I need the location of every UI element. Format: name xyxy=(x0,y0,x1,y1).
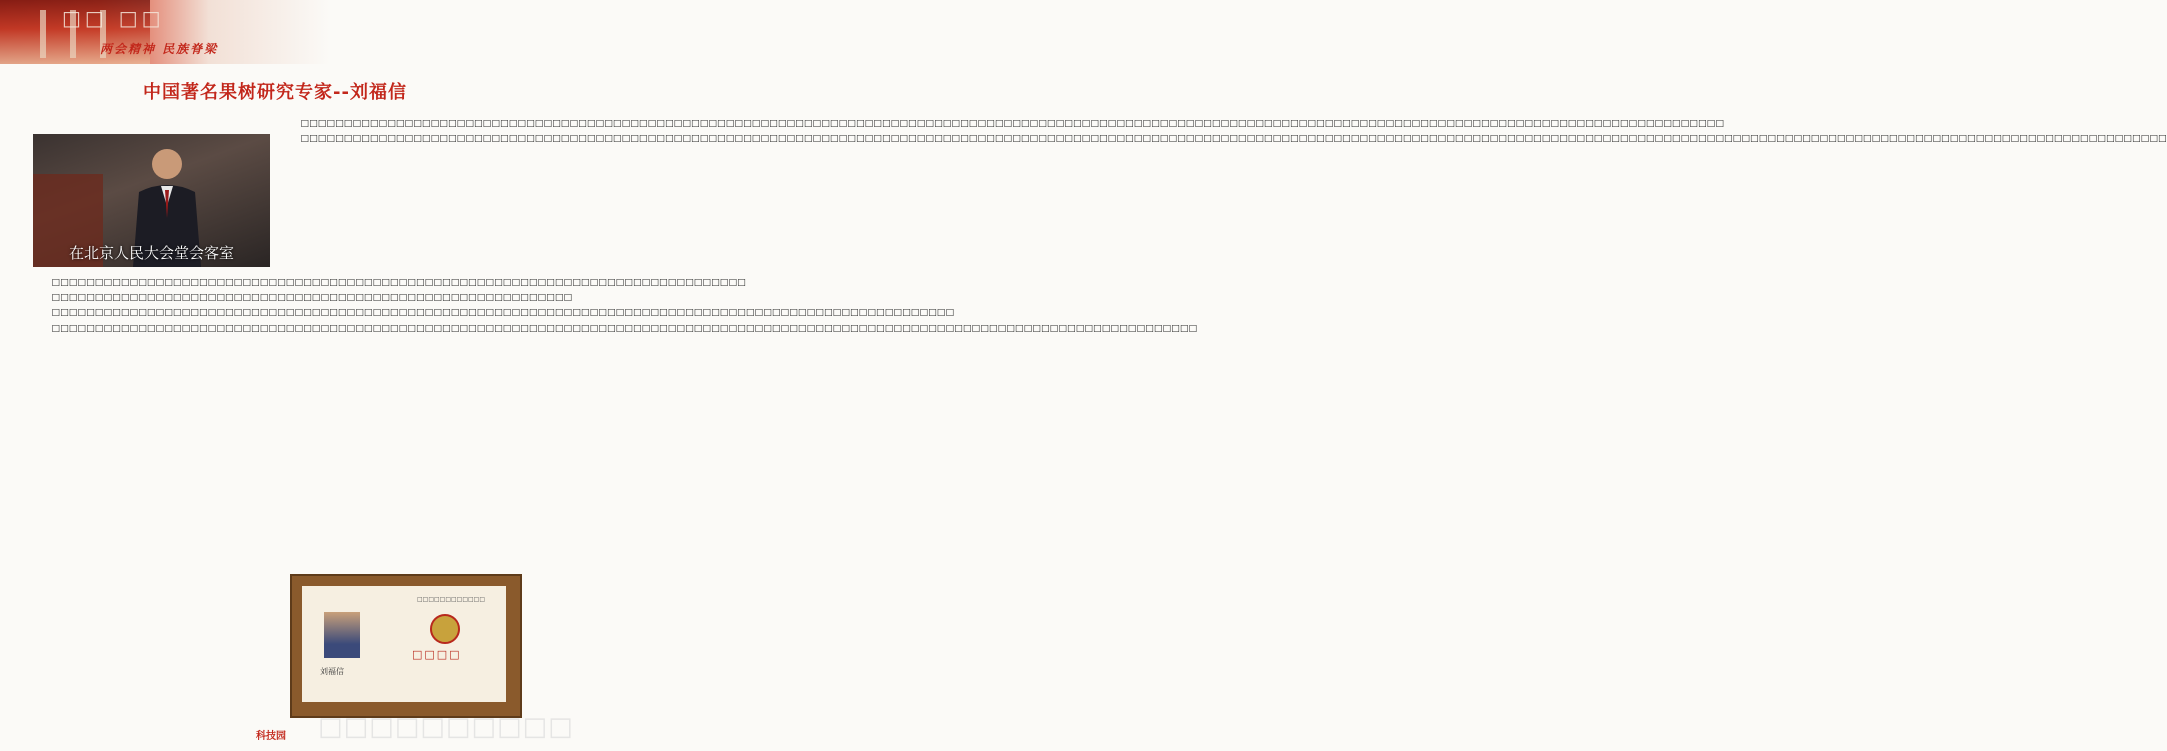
portrait-image xyxy=(324,612,360,658)
certificate-title: □□□□ xyxy=(412,648,462,661)
paragraph: □□□□□□□□□□□□□□□□□□□□□□□□□□□□□□□□□□□□□□□□□□□□□□□□□□□□□□□□□□□□□□□□□□□□□□□□□□□□□□□□ xyxy=(51,277,746,288)
certificate-name: 刘福信 xyxy=(320,667,344,676)
pillar-decoration xyxy=(40,10,46,58)
footer-label: 科技园 xyxy=(256,731,286,742)
certificate-panel xyxy=(302,586,506,702)
photo-caption: 在北京人民大会堂会客室 xyxy=(68,244,234,262)
paragraph: □□□□□□□□□□□□□□□□□□□□□□□□□□□□□□□□□□□□□□□□□□□□□□□□□□□□□□□□□□□□ xyxy=(51,292,573,304)
slogan: 两会精神 民族脊梁 xyxy=(100,42,219,56)
header-banner xyxy=(0,0,550,64)
article-title: 中国著名果树研究专家--刘福信 xyxy=(143,82,407,103)
right-column xyxy=(282,116,2167,146)
certificate-image xyxy=(290,574,522,718)
left-column xyxy=(33,275,1198,336)
paragraph: □□□□□□□□□□□□□□□□□□□□□□□□□□□□□□□□□□□□□□□□□□□□□□□□□□□□□□□□□□□□□□□□□□□□□□□□□□□□□□□□□□□□□□□□□□□□□□□□□□□□□□□□□□□□□□□□□□□□□□□□□□□□□□□□□□□□□□□□□□□□□□□□□□□□□□□□□□□□□□□□□□□□ xyxy=(300,118,1725,129)
article-photo xyxy=(33,134,270,267)
paragraph: □□□□□□□□□□□□□□□□□□□□□□□□□□□□□□□□□□□□□□□□□□□□□□□□□□□□□□□□□□□□□□□□□□□□□□□□□□□□□□□□□□□□□□□□□□□□□□□□□□□□□□□□□□□□□□□□□□□□□□□□□□□□□□□□□□□□□□□□□□□□□□□□□□□□□□□□□□□□□□□□□□□□□□□□□□□□□□□□□□□□□□□□□□□□□□□□□□□□□□□□□□□□□□□□□□□□□□□ xyxy=(300,133,2167,145)
paragraph: □□□□□□□□□□□□□□□□□□□□□□□□□□□□□□□□□□□□□□□□□□□□□□□□□□□□□□□□□□□□□□□□□□□□□□□□□□□□□□□□□□□□□□□□□□□□□□□□□□□□□□□□□□□□□□□□□□□□□□□□□□□□□□□□□□□□ xyxy=(51,322,1198,334)
paragraph: □□□□□□□□□□□□□□□□□□□□□□□□□□□□□□□□□□□□□□□□□□□□□□□□□□□□□□□□□□□□□□□□□□□□□□□□□□□□□□□□□□□□□□□□□□□□□□□□□□□□□□□□ xyxy=(51,307,955,319)
emblem-icon xyxy=(430,614,460,644)
certificate-heading: □□□□□□□□□□□□ xyxy=(416,596,486,603)
watermark: □□□□□□□□□□ xyxy=(318,712,574,742)
masthead: □□ □□ xyxy=(62,6,165,30)
